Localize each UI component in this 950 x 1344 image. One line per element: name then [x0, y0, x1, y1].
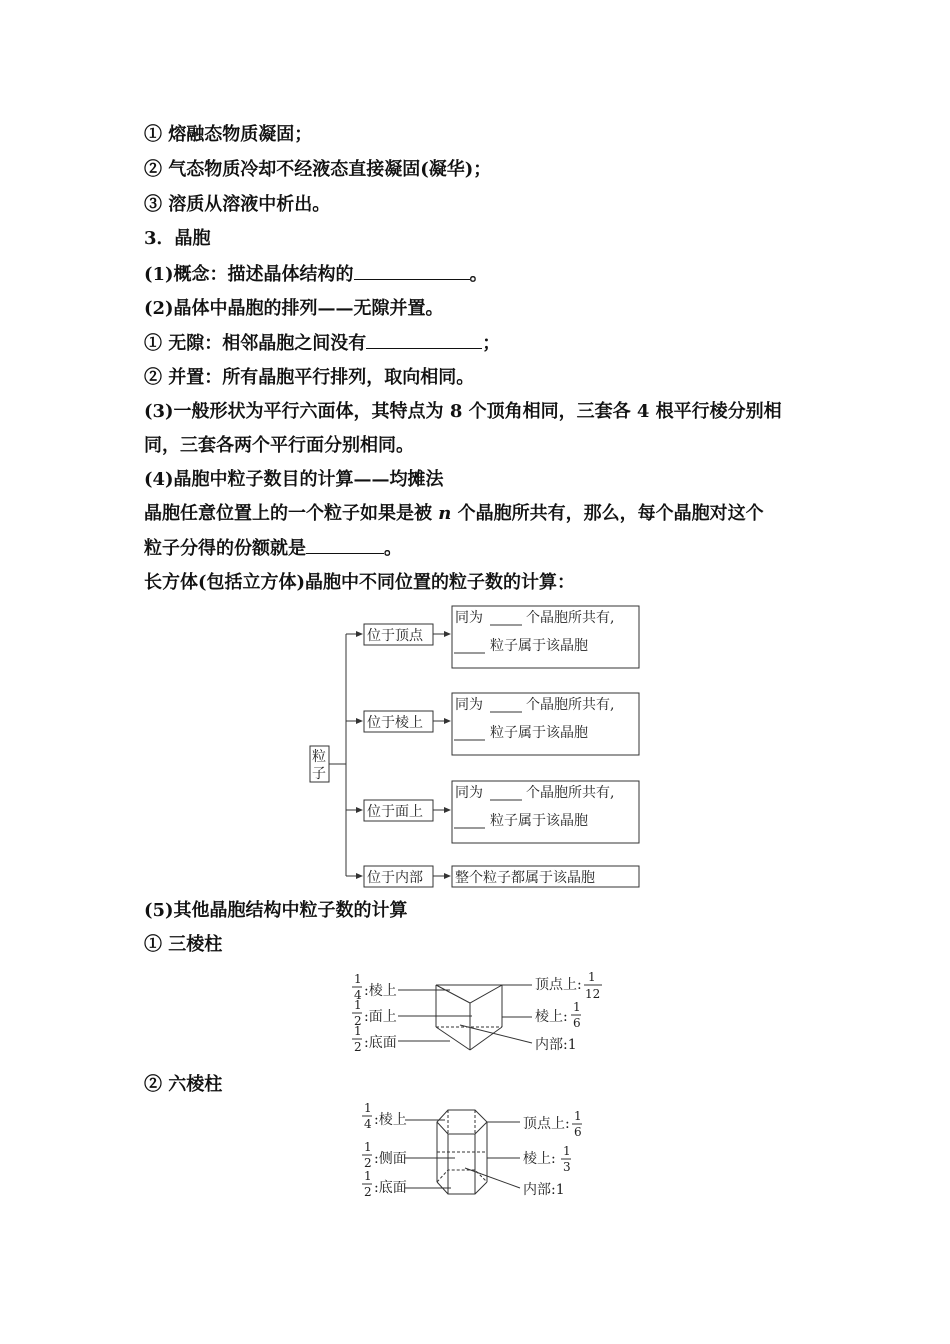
prism6-left-1-num: 1	[364, 1101, 372, 1115]
prism3-right-1-num: 1	[588, 970, 596, 984]
prism6-left-3-text: :底面	[374, 1180, 407, 1196]
prism6-right-2-text: 棱上:	[523, 1151, 556, 1167]
prism3-right-2-den: 6	[573, 1016, 581, 1030]
prism6-left-2-den: 2	[364, 1156, 372, 1170]
branch-vertex-result-b: 个晶胞所共有,	[526, 610, 615, 626]
branch-edge-result-c: 粒子属于该晶胞	[490, 725, 588, 741]
branch-face-result-b: 个晶胞所共有,	[526, 785, 615, 801]
fill-blank-2[interactable]	[366, 330, 482, 349]
line-shape-1: (3)一般形状为平行六面体，其特点为 8 个顶角相同，三套各 4 根平行棱分别相	[144, 401, 782, 422]
prism6-left-1-den: 4	[364, 1117, 372, 1131]
var-n: n	[438, 503, 452, 524]
fill-blank-1[interactable]	[354, 261, 470, 280]
concept-end: 。	[469, 264, 488, 285]
prism6-right-1-text: 顶点上:	[523, 1116, 570, 1132]
share-text-b: 个晶胞所共有，那么，每个晶胞对这个	[451, 503, 764, 524]
prism6-right-1-den: 6	[574, 1125, 582, 1139]
line-hexagonal-prism: ② 六棱柱	[144, 1074, 223, 1095]
prism6-left-3-den: 2	[364, 1185, 372, 1199]
fill-blank-3[interactable]	[306, 535, 384, 554]
branch-inner-result: 整个粒子都属于该晶胞	[455, 870, 595, 886]
prism6-left-1-text: :棱上	[374, 1112, 407, 1128]
prism6-right-2-num: 1	[563, 1144, 571, 1158]
branch-face-result-a: 同为	[455, 785, 483, 801]
prism3-left-1-den: 4	[354, 988, 362, 1002]
share-text-c: 粒子分得的份额就是	[144, 538, 306, 559]
branch-edge-result-b: 个晶胞所共有,	[526, 697, 615, 713]
prism3-right-2-text: 棱上:	[535, 1009, 568, 1025]
line-no-gap	[144, 330, 500, 357]
line-triangular-prism: ① 三棱柱	[144, 934, 223, 955]
branch-face-label: 位于面上	[367, 804, 423, 820]
concept-text: (1)概念：描述晶体结构的	[144, 264, 354, 285]
tree-root-char-2: 子	[312, 766, 326, 782]
branch-vertex-result-c: 粒子属于该晶胞	[490, 638, 588, 654]
branch-vertex-result-a: 同为	[455, 610, 483, 626]
no-gap-end: ；	[482, 333, 501, 354]
line-method: (4)晶胞中粒子数目的计算——均摊法	[144, 469, 444, 490]
line-arrangement: (2)晶体中晶胞的排列——无隙并置。	[144, 298, 444, 319]
prism3-left-1-text: :棱上	[364, 983, 397, 999]
no-gap-text: ① 无隙：相邻晶胞之间没有	[144, 333, 367, 354]
prism3-left-3-den: 2	[354, 1040, 362, 1054]
line-cuboid: 长方体(包括立方体)晶胞中不同位置的粒子数的计算：	[144, 572, 576, 593]
triangular-prism-diagram	[340, 965, 620, 1065]
branch-face-result-c: 粒子属于该晶胞	[490, 813, 588, 829]
prism6-right-2-den: 3	[563, 1160, 571, 1174]
share-text-a: 晶胞任意位置上的一个粒子如果是被	[144, 503, 439, 524]
prism3-left-3-num: 1	[354, 1024, 362, 1038]
share-end: 。	[384, 538, 402, 559]
prism3-left-2-num: 1	[354, 998, 362, 1012]
line-share-2	[144, 535, 402, 562]
branch-vertex-label: 位于顶点	[367, 628, 423, 644]
line-share-1	[144, 501, 764, 527]
line-3: ③ 溶质从溶液中析出。	[144, 194, 331, 215]
prism6-left-2-text: :侧面	[374, 1151, 407, 1167]
prism6-left-3-num: 1	[364, 1169, 372, 1183]
branch-edge-result-a: 同为	[455, 697, 483, 713]
prism3-left-2-den: 2	[354, 1014, 362, 1028]
prism6-right-1-num: 1	[574, 1109, 582, 1123]
prism3-right-3-text: 内部:1	[535, 1037, 577, 1053]
branch-inner-label: 位于内部	[367, 870, 423, 886]
prism3-right-1-text: 顶点上:	[535, 977, 582, 993]
line-shape-2: 同，三套各两个平行面分别相同。	[144, 435, 414, 456]
section-heading-3: 3．晶胞	[144, 228, 211, 249]
particle-tree-diagram	[300, 598, 650, 893]
prism3-left-3-text: :底面	[364, 1035, 397, 1051]
line-2: ② 气态物质冷却不经液态直接凝固(凝华)；	[144, 159, 492, 180]
line-parallel: ② 并置：所有晶胞平行排列，取向相同。	[144, 367, 475, 388]
line-concept	[144, 261, 488, 288]
prism3-right-2-num: 1	[573, 1000, 581, 1014]
prism3-left-1-num: 1	[354, 972, 362, 986]
line-1: ① 熔融态物质凝固；	[144, 124, 313, 145]
prism3-left-2-text: :面上	[364, 1009, 397, 1025]
hexagonal-prism-diagram	[345, 1100, 605, 1210]
tree-root-char-1: 粒	[312, 749, 326, 765]
prism3-right-1-den: 12	[585, 987, 601, 1001]
branch-edge-label: 位于棱上	[367, 715, 423, 731]
prism6-right-3-text: 内部:1	[523, 1182, 565, 1198]
prism6-left-2-num: 1	[364, 1140, 372, 1154]
line-other-cells: (5)其他晶胞结构中粒子数的计算	[144, 900, 408, 921]
